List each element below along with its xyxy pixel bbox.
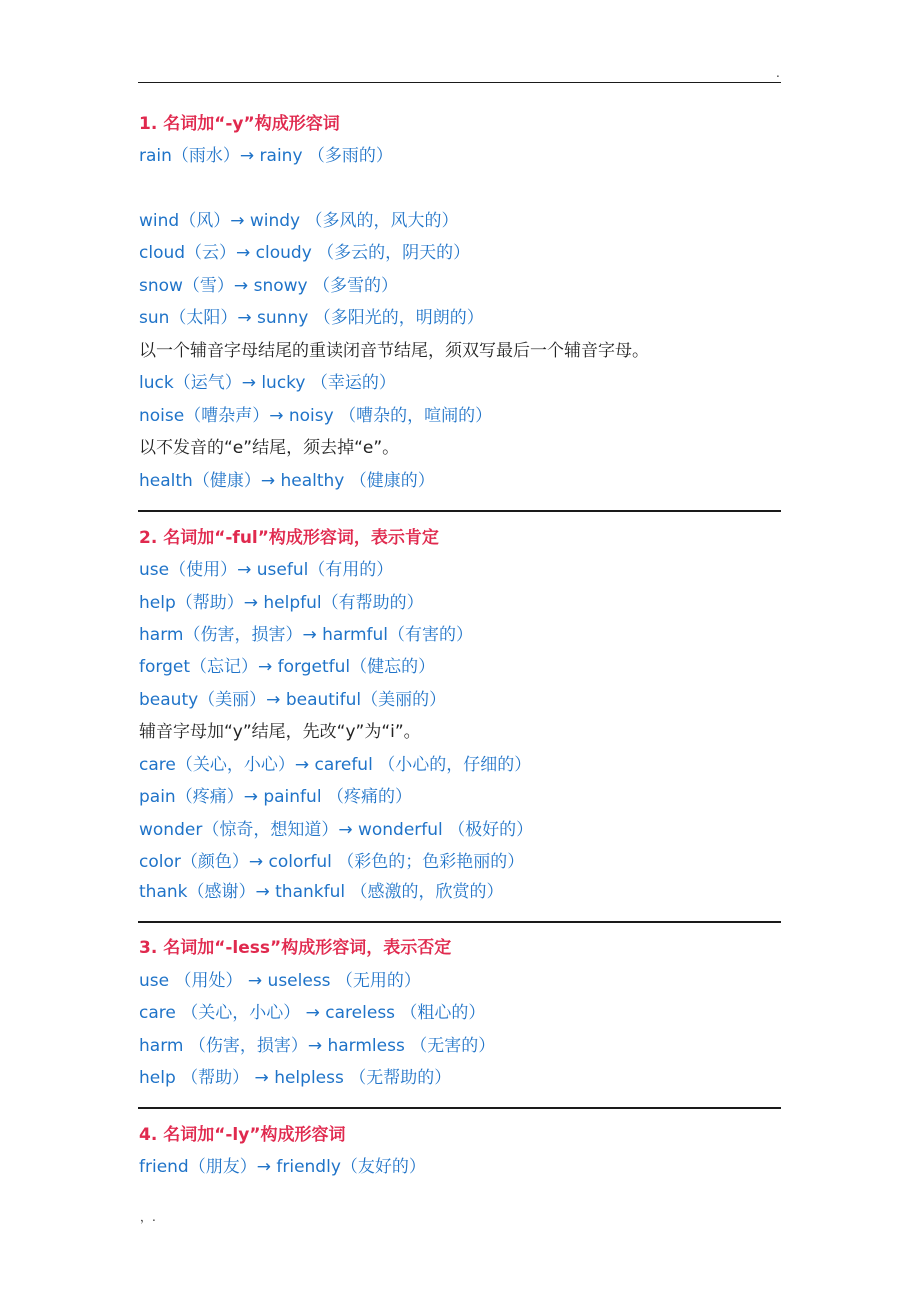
header-rule (138, 82, 781, 83)
section-3-heading: 3. 名词加“-less”构成形容词，表示否定 (139, 938, 452, 958)
footer-mark: ，. (140, 1210, 156, 1224)
example-line: help （帮助） → helpless （无帮助的） (139, 1068, 452, 1088)
example-line: rain（雨水）→ rainy （多雨的） (139, 146, 393, 166)
rule-note: 以不发音的“e”结尾，须去掉“e”。 (139, 438, 400, 458)
example-line: sun（太阳）→ sunny （多阳光的，明朗的） (139, 308, 484, 328)
rule-note: 辅音字母加“y”结尾，先改“y”为“i”。 (139, 722, 421, 742)
example-line: color（颜色）→ colorful （彩色的；色彩艳丽的） (139, 852, 525, 872)
example-line: care （关心，小心） → careless （粗心的） (139, 1003, 486, 1023)
example-line: pain（疼痛）→ painful （疼痛的） (139, 787, 412, 807)
section-divider (138, 510, 781, 512)
example-line: wind（风）→ windy （多风的，风大的） (139, 211, 459, 231)
example-line: care（关心，小心）→ careful （小心的，仔细的） (139, 755, 532, 775)
rule-note: 以一个辅音字母结尾的重读闭音节结尾，须双写最后一个辅音字母。 (139, 341, 649, 361)
example-line: forget（忘记）→ forgetful（健忘的） (139, 657, 436, 677)
section-4-heading: 4. 名词加“-ly”构成形容词 (139, 1125, 346, 1145)
example-line: friend（朋友）→ friendly（友好的） (139, 1157, 426, 1177)
example-line: wonder（惊奇，想知道）→ wonderful （极好的） (139, 820, 534, 840)
section-divider (138, 1107, 781, 1109)
example-line: health（健康）→ healthy （健康的） (139, 471, 435, 491)
header-mark: . (776, 66, 780, 80)
section-2-heading: 2. 名词加“-ful”构成形容词，表示肯定 (139, 528, 439, 548)
example-line: harm （伤害，损害）→ harmless （无害的） (139, 1036, 496, 1056)
section-divider (138, 921, 781, 923)
example-line: noise（嘈杂声）→ noisy （嘈杂的，喧闹的） (139, 406, 493, 426)
example-line: use （用处） → useless （无用的） (139, 971, 421, 991)
example-line: luck（运气）→ lucky （幸运的） (139, 373, 396, 393)
example-line: snow（雪）→ snowy （多雪的） (139, 276, 398, 296)
example-line: beauty（美丽）→ beautiful（美丽的） (139, 690, 447, 710)
example-line: harm（伤害，损害）→ harmful（有害的） (139, 625, 474, 645)
section-1-heading: 1. 名词加“-y”构成形容词 (139, 114, 340, 134)
example-line: use（使用）→ useful（有用的） (139, 560, 394, 580)
example-line: thank（感谢）→ thankful （感激的，欣赏的） (139, 882, 504, 902)
example-line: cloud（云）→ cloudy （多云的，阴天的） (139, 243, 471, 263)
example-line: help（帮助）→ helpful（有帮助的） (139, 593, 424, 613)
